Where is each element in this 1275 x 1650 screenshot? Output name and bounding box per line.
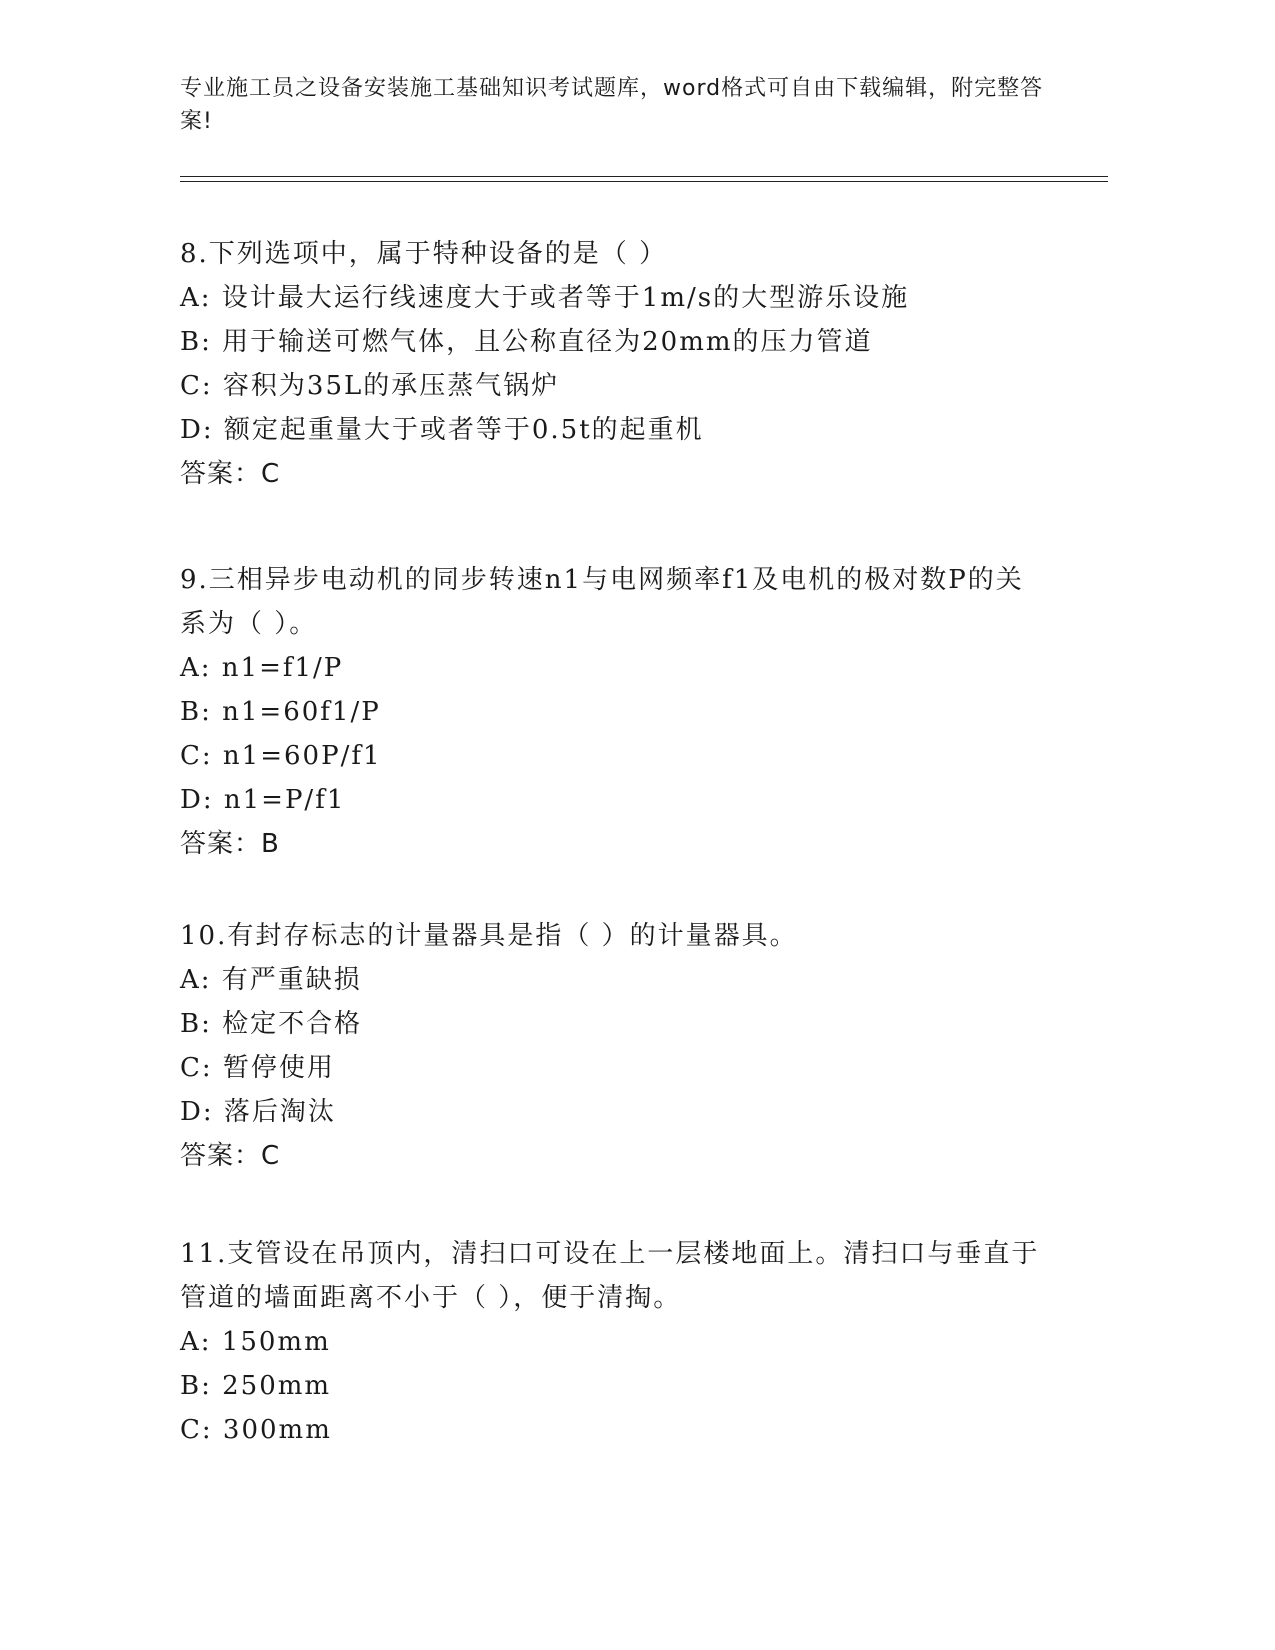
option-c: C: 容积为35L的承压蒸气锅炉 — [180, 371, 560, 401]
option-a: A: 150mm — [180, 1327, 331, 1357]
question-8 — [180, 232, 1060, 496]
option-c: C: 暂停使用 — [180, 1053, 335, 1083]
option-a: A: n1=f1/P — [180, 653, 344, 683]
question-stem: 8.下列选项中，属于特种设备的是（ ） — [180, 239, 668, 269]
answer: 答案：C — [180, 459, 281, 489]
option-b: B: 250mm — [180, 1371, 332, 1401]
option-a: A: 有严重缺损 — [180, 965, 362, 995]
question-stem: 11.支管设在吊顶内，清扫口可设在上一层楼地面上。清扫口与垂直于管道的墙面距离不小于（ ），便于清掏。 — [180, 1239, 1040, 1313]
header-divider-top — [180, 176, 1108, 177]
document-header: 专业施工员之设备安装施工基础知识考试题库，word格式可自由下载编辑，附完整答案! — [180, 76, 1044, 134]
option-b: B: n1=60f1/P — [180, 697, 381, 727]
option-c: C: n1=60P/f1 — [180, 741, 382, 771]
question-stem: 9.三相异步电动机的同步转速n1与电网频率f1及电机的极对数P的关系为（ ）。 — [180, 565, 1024, 639]
question-9 — [180, 558, 1060, 866]
option-c: C: 300mm — [180, 1415, 332, 1445]
question-11 — [180, 1232, 1060, 1452]
header-divider-bottom — [180, 181, 1108, 182]
answer: 答案：B — [180, 829, 280, 859]
option-b: B: 用于输送可燃气体，且公称直径为20mm的压力管道 — [180, 327, 873, 357]
option-b: B: 检定不合格 — [180, 1009, 363, 1039]
option-a: A: 设计最大运行线速度大于或者等于1m/s的大型游乐设施 — [180, 283, 910, 313]
option-d: D: n1=P/f1 — [180, 785, 346, 815]
answer: 答案：C — [180, 1141, 281, 1171]
question-stem: 10.有封存标志的计量器具是指（ ）的计量器具。 — [180, 921, 798, 951]
question-10 — [180, 914, 1060, 1178]
option-d: D: 落后淘汰 — [180, 1097, 336, 1127]
option-d: D: 额定起重量大于或者等于0.5t的起重机 — [180, 415, 704, 445]
